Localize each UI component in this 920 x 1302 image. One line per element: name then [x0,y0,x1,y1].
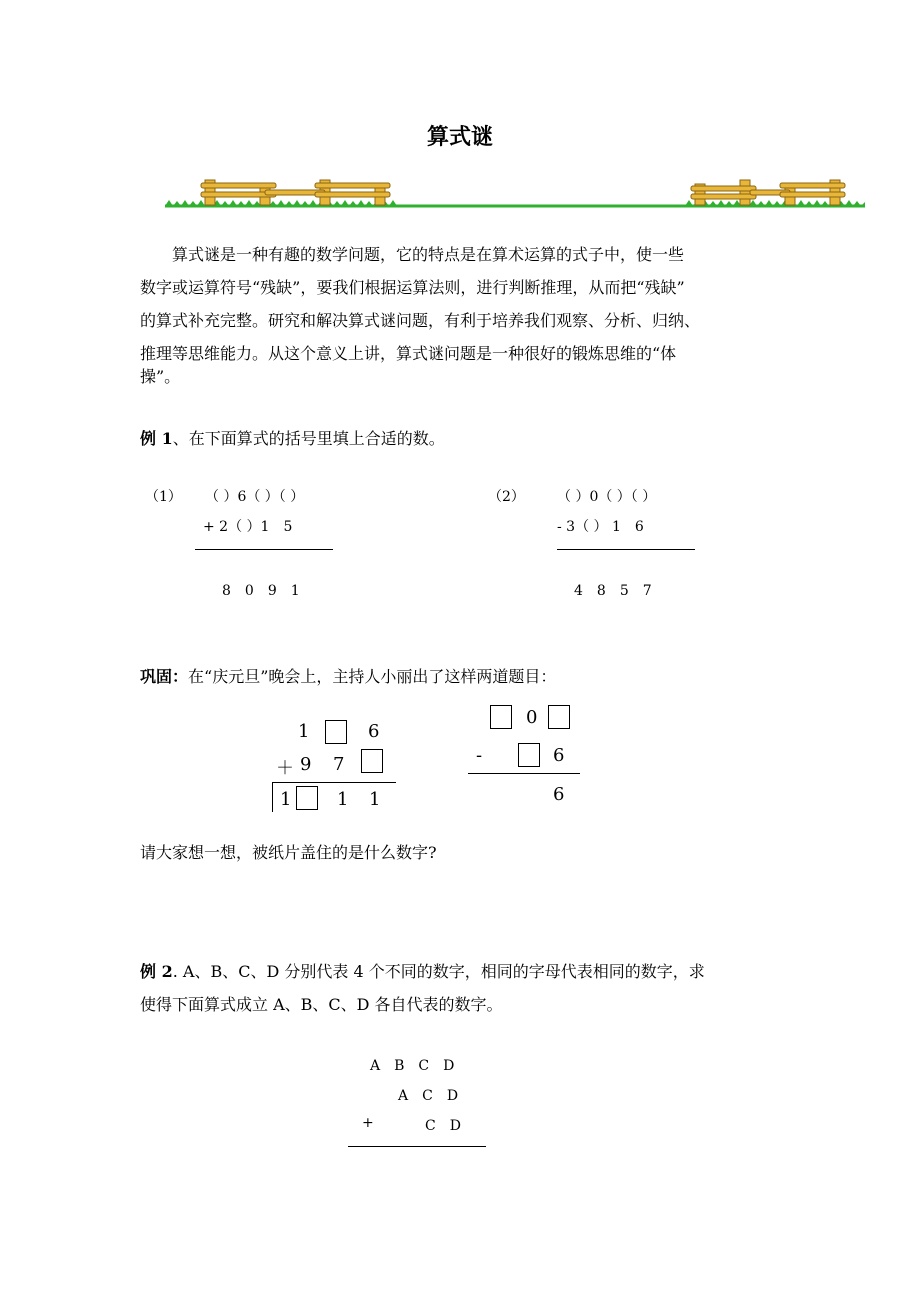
ex2-operator: + [362,1115,374,1131]
add-hidden-box-a2 [325,720,347,744]
add-r3: 1 [337,789,349,810]
sub-rule [468,773,580,774]
example2-line-2: 使得下面算式成立 A、B、C、D 各自代表的数字。 [140,995,503,1014]
p1-result: 8 0 9 1 [222,583,300,599]
consolidate-question: 请大家想一想，被纸片盖住的是什么数字? [140,843,437,862]
example1-label: 例 1 [140,429,173,448]
ex2-row1: A B C D [370,1058,455,1074]
p1-index: （1） [145,489,182,505]
add-rule-left [272,782,273,812]
add-r1: 1 [280,789,292,810]
intro-line-3: 的算式补充完整。研究和解决算式谜问题，有利于培养我们观察、分析、归纳、 [140,311,701,330]
example2-label: 例 2 [140,962,173,981]
intro-line-5: 操”。 [140,367,181,386]
add-rule [272,782,396,783]
p2-row2: - 3（ ） 1 6 [557,519,644,535]
consolidate-text: 在“庆元旦”晚会上，主持人小丽出了这样两道题目： [188,667,557,686]
add-b2: 7 [333,754,345,775]
example2-text-1: . A、B、C、D 分别代表 4 个不同的数字，相同的字母代表相同的数字，求 [172,962,705,981]
sub-hidden-box-b2 [518,743,540,767]
example2-line-1 [140,955,705,988]
p1-row2: + 2（ ）1 5 [203,519,293,535]
sub-b3: 6 [553,745,565,766]
sub-hidden-box-a1 [490,705,512,729]
sub-result: 6 [553,784,565,805]
consolidate-heading [140,660,556,693]
intro-line-1: 算式谜是一种有趣的数学问题，它的特点是在算术运算的式子中，使一些 [140,245,685,264]
add-b1: 9 [300,754,312,775]
p2-index: （2） [488,489,525,505]
p2-result: 4 8 5 7 [574,583,652,599]
add-r4: 1 [369,789,381,810]
add-hidden-box-r2 [296,786,318,810]
intro-line-2: 数字或运算符号“残缺”，要我们根据运算法则，进行判断推理，从而把“残缺” [140,278,685,297]
add-operator: ＋ [276,758,294,779]
p2-rule [557,549,695,550]
ex2-row3: C D [425,1118,461,1134]
ex2-row2: A C D [398,1088,459,1104]
sub-hidden-box-a3 [548,705,570,729]
sub-a2: 0 [526,707,538,728]
p1-rule [195,549,333,550]
p1-row1: （ ）6（ ）（ ） [205,489,305,505]
page-title: 算式谜 [426,124,493,150]
add-a1: 1 [298,721,310,742]
consolidate-label: 巩固： [140,667,189,686]
example1-heading [140,422,445,455]
fence-grass-decoration [165,178,865,208]
example1-text: 、在下面算式的括号里填上合适的数。 [172,429,445,448]
sub-operator: - [476,745,483,766]
intro-line-4: 推理等思维能力。从这个意义上讲，算式谜问题是一种很好的锻炼思维的“体 [140,344,677,363]
ex2-rule [348,1146,486,1147]
p2-row1: （ ）0（ ）（ ） [557,489,657,505]
add-a3: 6 [368,721,380,742]
add-hidden-box-b3 [361,749,383,773]
